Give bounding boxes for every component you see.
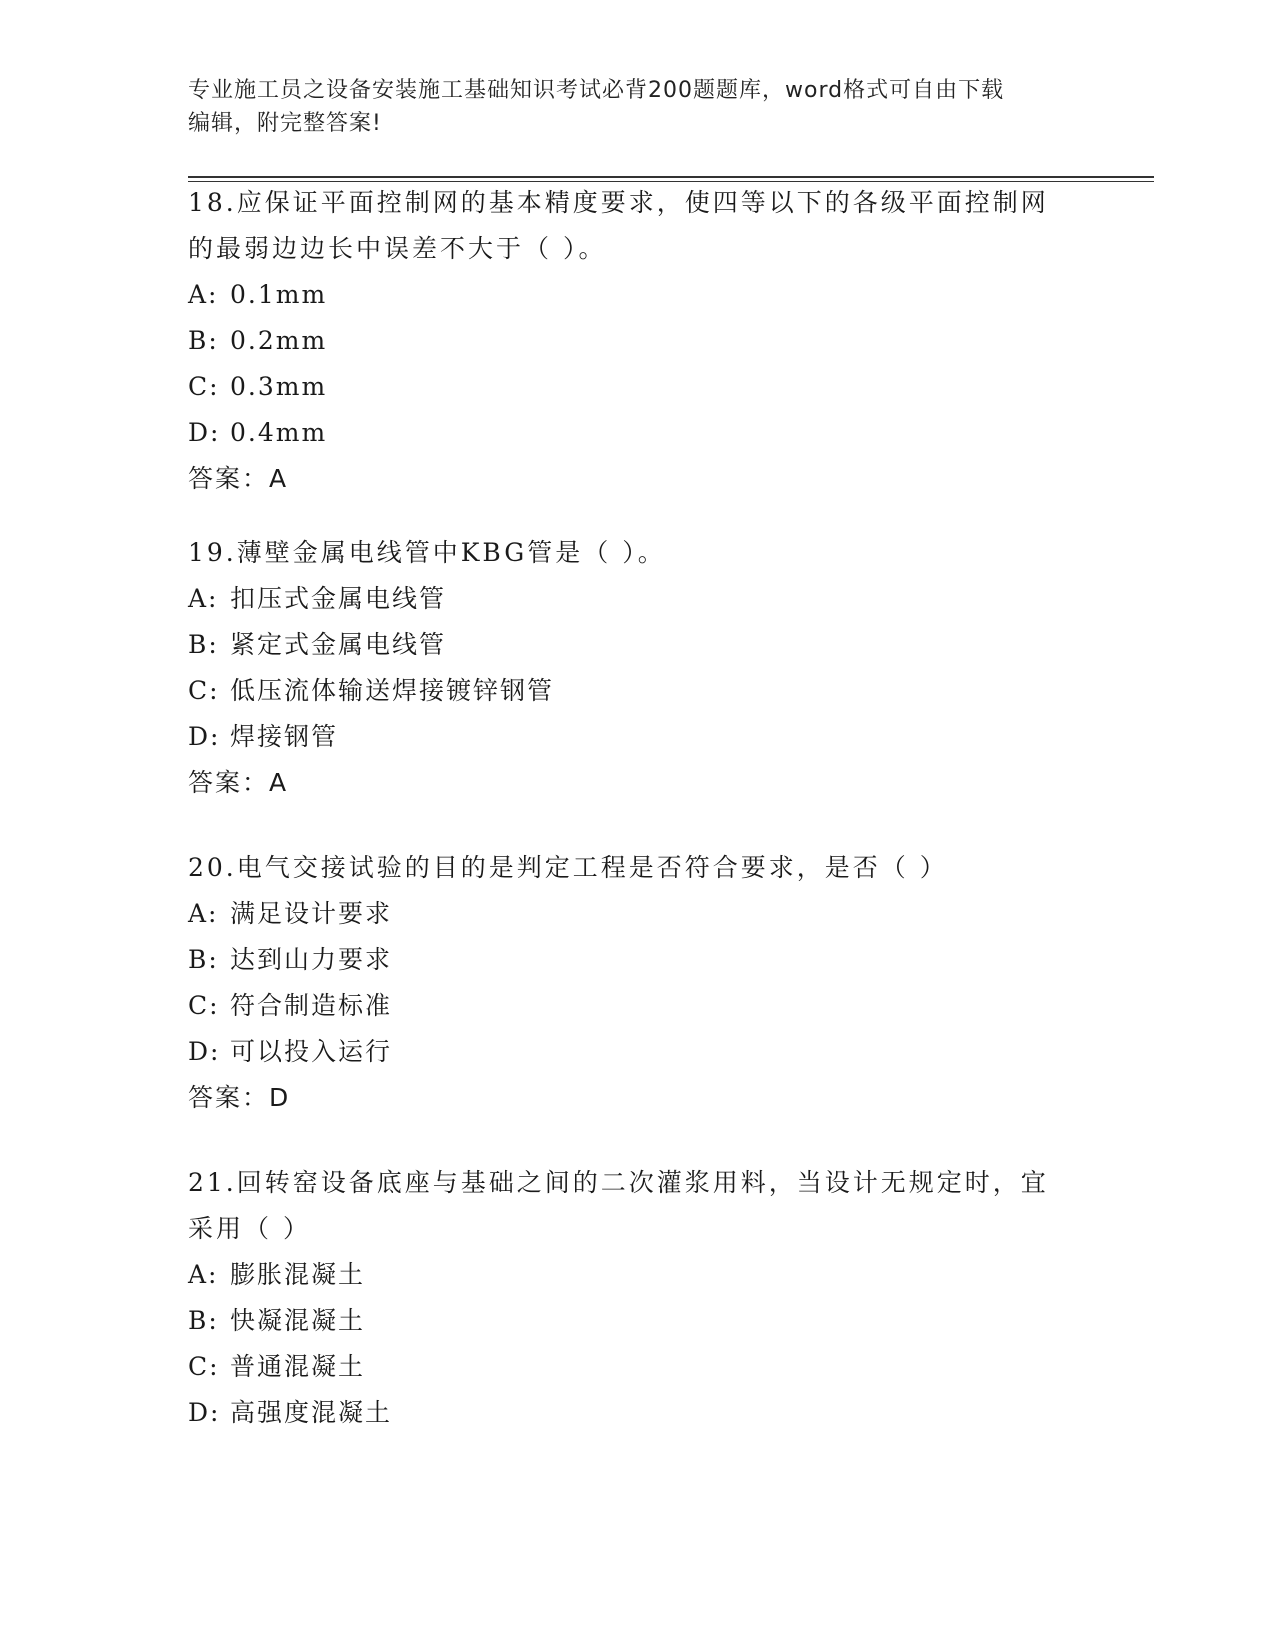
option-letter: B: <box>188 945 219 974</box>
option-c <box>188 983 1088 1029</box>
option-a <box>188 891 1088 937</box>
option-letter: B: <box>188 630 219 659</box>
answer-line: 答案：D <box>188 1083 291 1112</box>
option-text: 紧定式金属电线管 <box>230 630 447 659</box>
option-letter: C: <box>188 372 220 401</box>
option-letter: A: <box>188 899 219 928</box>
option-letter: C: <box>188 991 220 1020</box>
option-letter: D: <box>188 1037 221 1066</box>
question-stem-line-2: 采用（ ） <box>188 1214 311 1243</box>
option-a <box>188 576 1088 622</box>
option-d <box>188 714 1088 760</box>
option-text: 符合制造标准 <box>230 991 393 1020</box>
option-text: 0.2mm <box>230 326 328 355</box>
header-line-1: 专业施工员之设备安装施工基础知识考试必背200题题库，word格式可自由下载 <box>188 78 1005 103</box>
option-text: 可以投入运行 <box>230 1037 393 1066</box>
option-c <box>188 1344 1088 1390</box>
option-c <box>188 668 1088 714</box>
option-d <box>188 1390 1088 1436</box>
option-text: 快凝混凝土 <box>230 1306 366 1335</box>
option-letter: C: <box>188 1352 220 1381</box>
header-divider-thick <box>188 176 1154 178</box>
question-18 <box>188 180 1088 502</box>
option-a <box>188 272 1088 318</box>
option-letter: B: <box>188 326 219 355</box>
option-b <box>188 1298 1088 1344</box>
answer-line: 答案：A <box>188 768 289 797</box>
option-letter: A: <box>188 1260 219 1289</box>
question-stem-line-2: 的最弱边边长中误差不大于（ ）。 <box>188 234 607 263</box>
option-b <box>188 622 1088 668</box>
option-text: 满足设计要求 <box>230 899 393 928</box>
question-stem-line-1: 20.电气交接试验的目的是判定工程是否符合要求，是否（ ） <box>188 853 948 882</box>
option-letter: D: <box>188 418 221 447</box>
option-letter: D: <box>188 1398 221 1427</box>
option-d <box>188 1029 1088 1075</box>
option-letter: D: <box>188 722 221 751</box>
question-stem-line-1: 21.回转窑设备底座与基础之间的二次灌浆用料，当设计无规定时，宜 <box>188 1168 1049 1197</box>
question-19 <box>188 530 1088 806</box>
option-text: 普通混凝土 <box>230 1352 366 1381</box>
question-stem-line-1: 19.薄壁金属电线管中KBG管是（ ）。 <box>188 538 666 567</box>
option-text: 低压流体输送焊接镀锌钢管 <box>230 676 555 705</box>
option-a <box>188 1252 1088 1298</box>
option-text: 0.3mm <box>230 372 328 401</box>
option-c <box>188 364 1088 410</box>
question-stem-line-1: 18.应保证平面控制网的基本精度要求，使四等以下的各级平面控制网 <box>188 188 1049 217</box>
answer-line: 答案：A <box>188 464 289 493</box>
document-header <box>188 74 1068 140</box>
option-text: 达到山力要求 <box>230 945 393 974</box>
option-b <box>188 318 1088 364</box>
option-text: 焊接钢管 <box>230 722 339 751</box>
option-letter: B: <box>188 1306 219 1335</box>
option-d <box>188 410 1088 456</box>
option-letter: C: <box>188 676 220 705</box>
option-text: 膨胀混凝土 <box>230 1260 366 1289</box>
option-text: 高强度混凝土 <box>230 1398 393 1427</box>
header-line-2: 编辑，附完整答案! <box>188 111 382 136</box>
option-letter: A: <box>188 280 219 309</box>
question-20 <box>188 845 1088 1121</box>
option-text: 0.4mm <box>230 418 328 447</box>
option-text: 0.1mm <box>230 280 328 309</box>
option-text: 扣压式金属电线管 <box>230 584 447 613</box>
question-21 <box>188 1160 1088 1436</box>
option-b <box>188 937 1088 983</box>
option-letter: A: <box>188 584 219 613</box>
